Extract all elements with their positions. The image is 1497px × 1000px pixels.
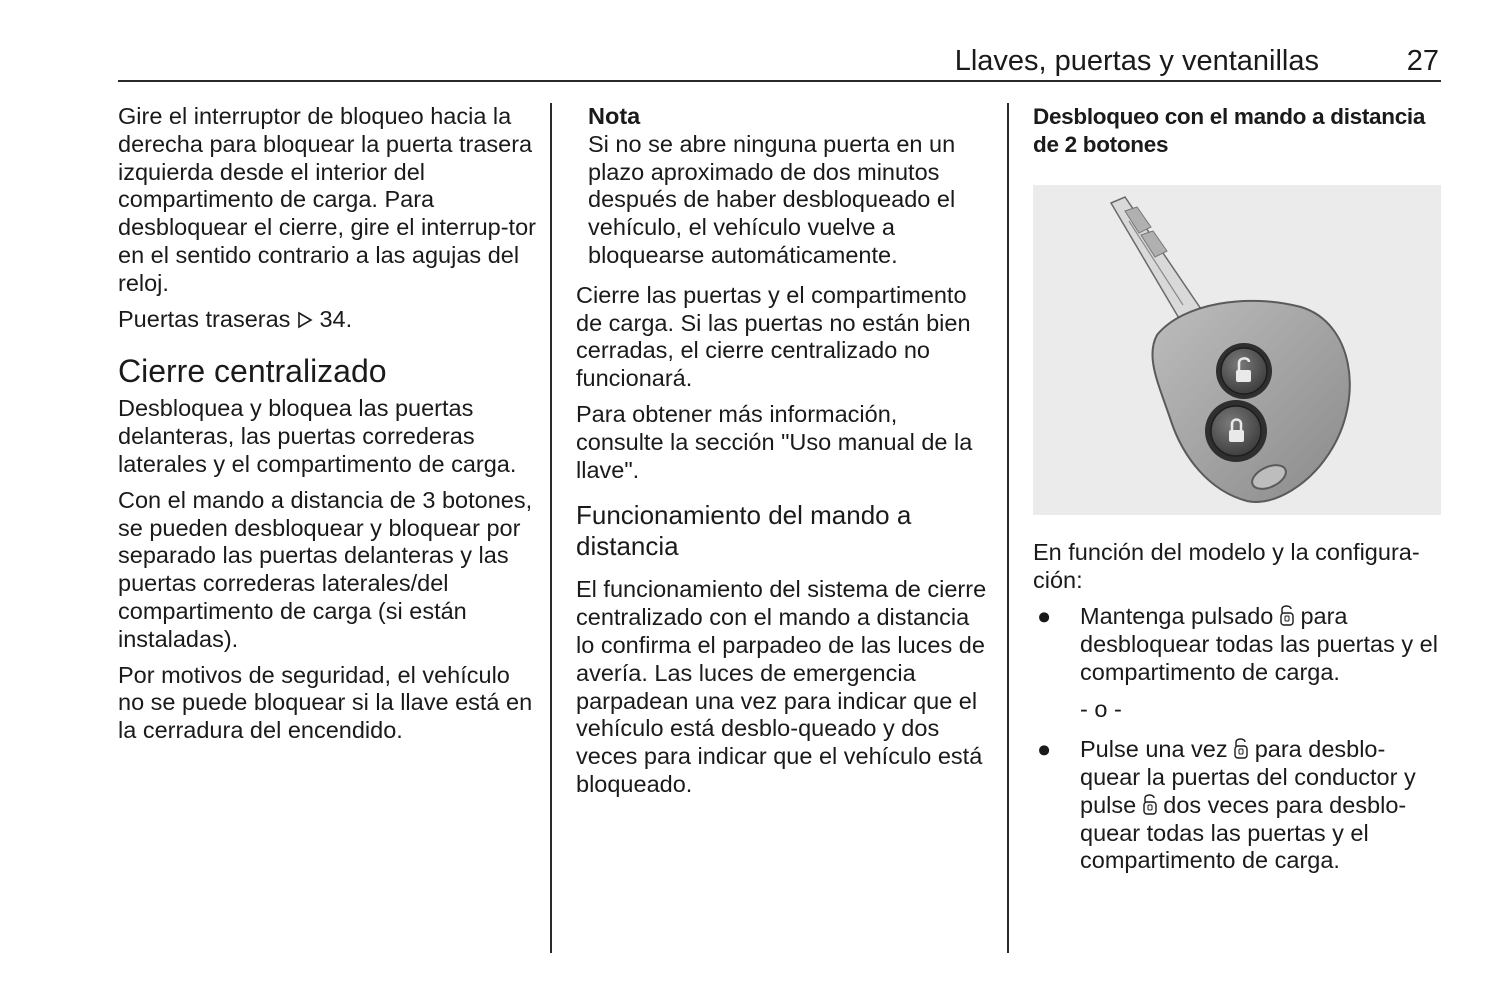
remote-key-illustration bbox=[1033, 185, 1441, 515]
list-text: para desblo-quear la puertas del conductor y pulse bbox=[1080, 736, 1416, 818]
column-right bbox=[1033, 103, 1445, 885]
column-left bbox=[118, 103, 536, 753]
column-divider bbox=[550, 103, 552, 953]
or-separator: - o - bbox=[1080, 696, 1122, 723]
reference-page: 34. bbox=[319, 305, 353, 332]
paragraph: Por motivos de seguridad, el vehículo no se puede bloquear si la llave está en la cerradura del encendido. bbox=[118, 661, 533, 744]
unlock-button-icon bbox=[1280, 604, 1294, 626]
note-title: Nota bbox=[588, 103, 641, 129]
unlock-button-icon bbox=[1234, 737, 1248, 759]
list-text: para desbloquear todas las puertas y el compartimento de carga. bbox=[1080, 602, 1438, 685]
paragraph: Para obtener más información, consulte la sección "Uso manual de la llave". bbox=[576, 400, 973, 483]
column-middle bbox=[576, 103, 988, 807]
list-text: dos veces para desblo-quear todas las puertas y el compartimento de carga. bbox=[1080, 791, 1407, 874]
list-text: Pulse una vez bbox=[1080, 736, 1228, 763]
note-body: Si no se abre ninguna puerta en un plazo aproximado de dos minutos después de haber desbloqueado el vehículo, el vehículo vuelve a bloquearse automáticamente. bbox=[588, 130, 956, 268]
paragraph: Con el mando a distancia de 3 botones, se pueden desbloquear y bloquear por separado las puertas delanteras y las puertas correderas laterales/del compartimento de carga (si están instaladas). bbox=[118, 486, 533, 652]
page-header bbox=[118, 44, 1441, 82]
unlock-button-icon bbox=[1143, 793, 1157, 815]
list-item bbox=[1033, 736, 1445, 875]
paragraph: Cierre las puertas y el compartimento de carga. Si las puertas no están bien cerradas, el cierre centralizado no funcionará. bbox=[576, 281, 971, 392]
paragraph: Gire el interruptor de bloqueo hacia la derecha para bloquear la puerta trasera izquierda desde el interior del compartimento de carga. Para desbloquear el cierre, gire el interrup-tor en el sentido contrario a las agujas del reloj. bbox=[118, 103, 536, 296]
section-heading: Cierre centralizado bbox=[118, 353, 387, 390]
arrow-right-icon bbox=[297, 311, 313, 329]
list-text: Mantenga pulsado bbox=[1080, 602, 1274, 629]
reference-text: Puertas traseras bbox=[118, 305, 291, 332]
paragraph: Desbloquea y bloquea las puertas delanteras, las puertas correderas laterales y el compartimento de carga. bbox=[118, 395, 517, 477]
paragraph: El funcionamiento del sistema de cierre centralizado con el mando a distancia lo confirma el parpadeo de las luces de avería. Las luces de emergencia parpadean una vez para indicar que el vehículo está desblo-queado y dos veces para indicar que el vehículo está bloqueado. bbox=[576, 576, 987, 797]
cross-reference bbox=[118, 306, 536, 334]
note-box bbox=[576, 103, 988, 270]
bullet-point: ● bbox=[1037, 602, 1052, 629]
column-divider bbox=[1007, 103, 1009, 953]
bullet-point: ● bbox=[1037, 736, 1052, 763]
subsection-heading: Funcionamiento del mando a distancia bbox=[576, 500, 912, 562]
list-item bbox=[1033, 603, 1445, 686]
section-title: Llaves, puertas y ventanillas bbox=[954, 45, 1319, 77]
page-number: 27 bbox=[1406, 45, 1439, 77]
paragraph: En función del modelo y la configura-ción: bbox=[1033, 539, 1420, 594]
subsection-heading: Desbloqueo con el mando a distancia de 2 botones bbox=[1033, 104, 1426, 157]
